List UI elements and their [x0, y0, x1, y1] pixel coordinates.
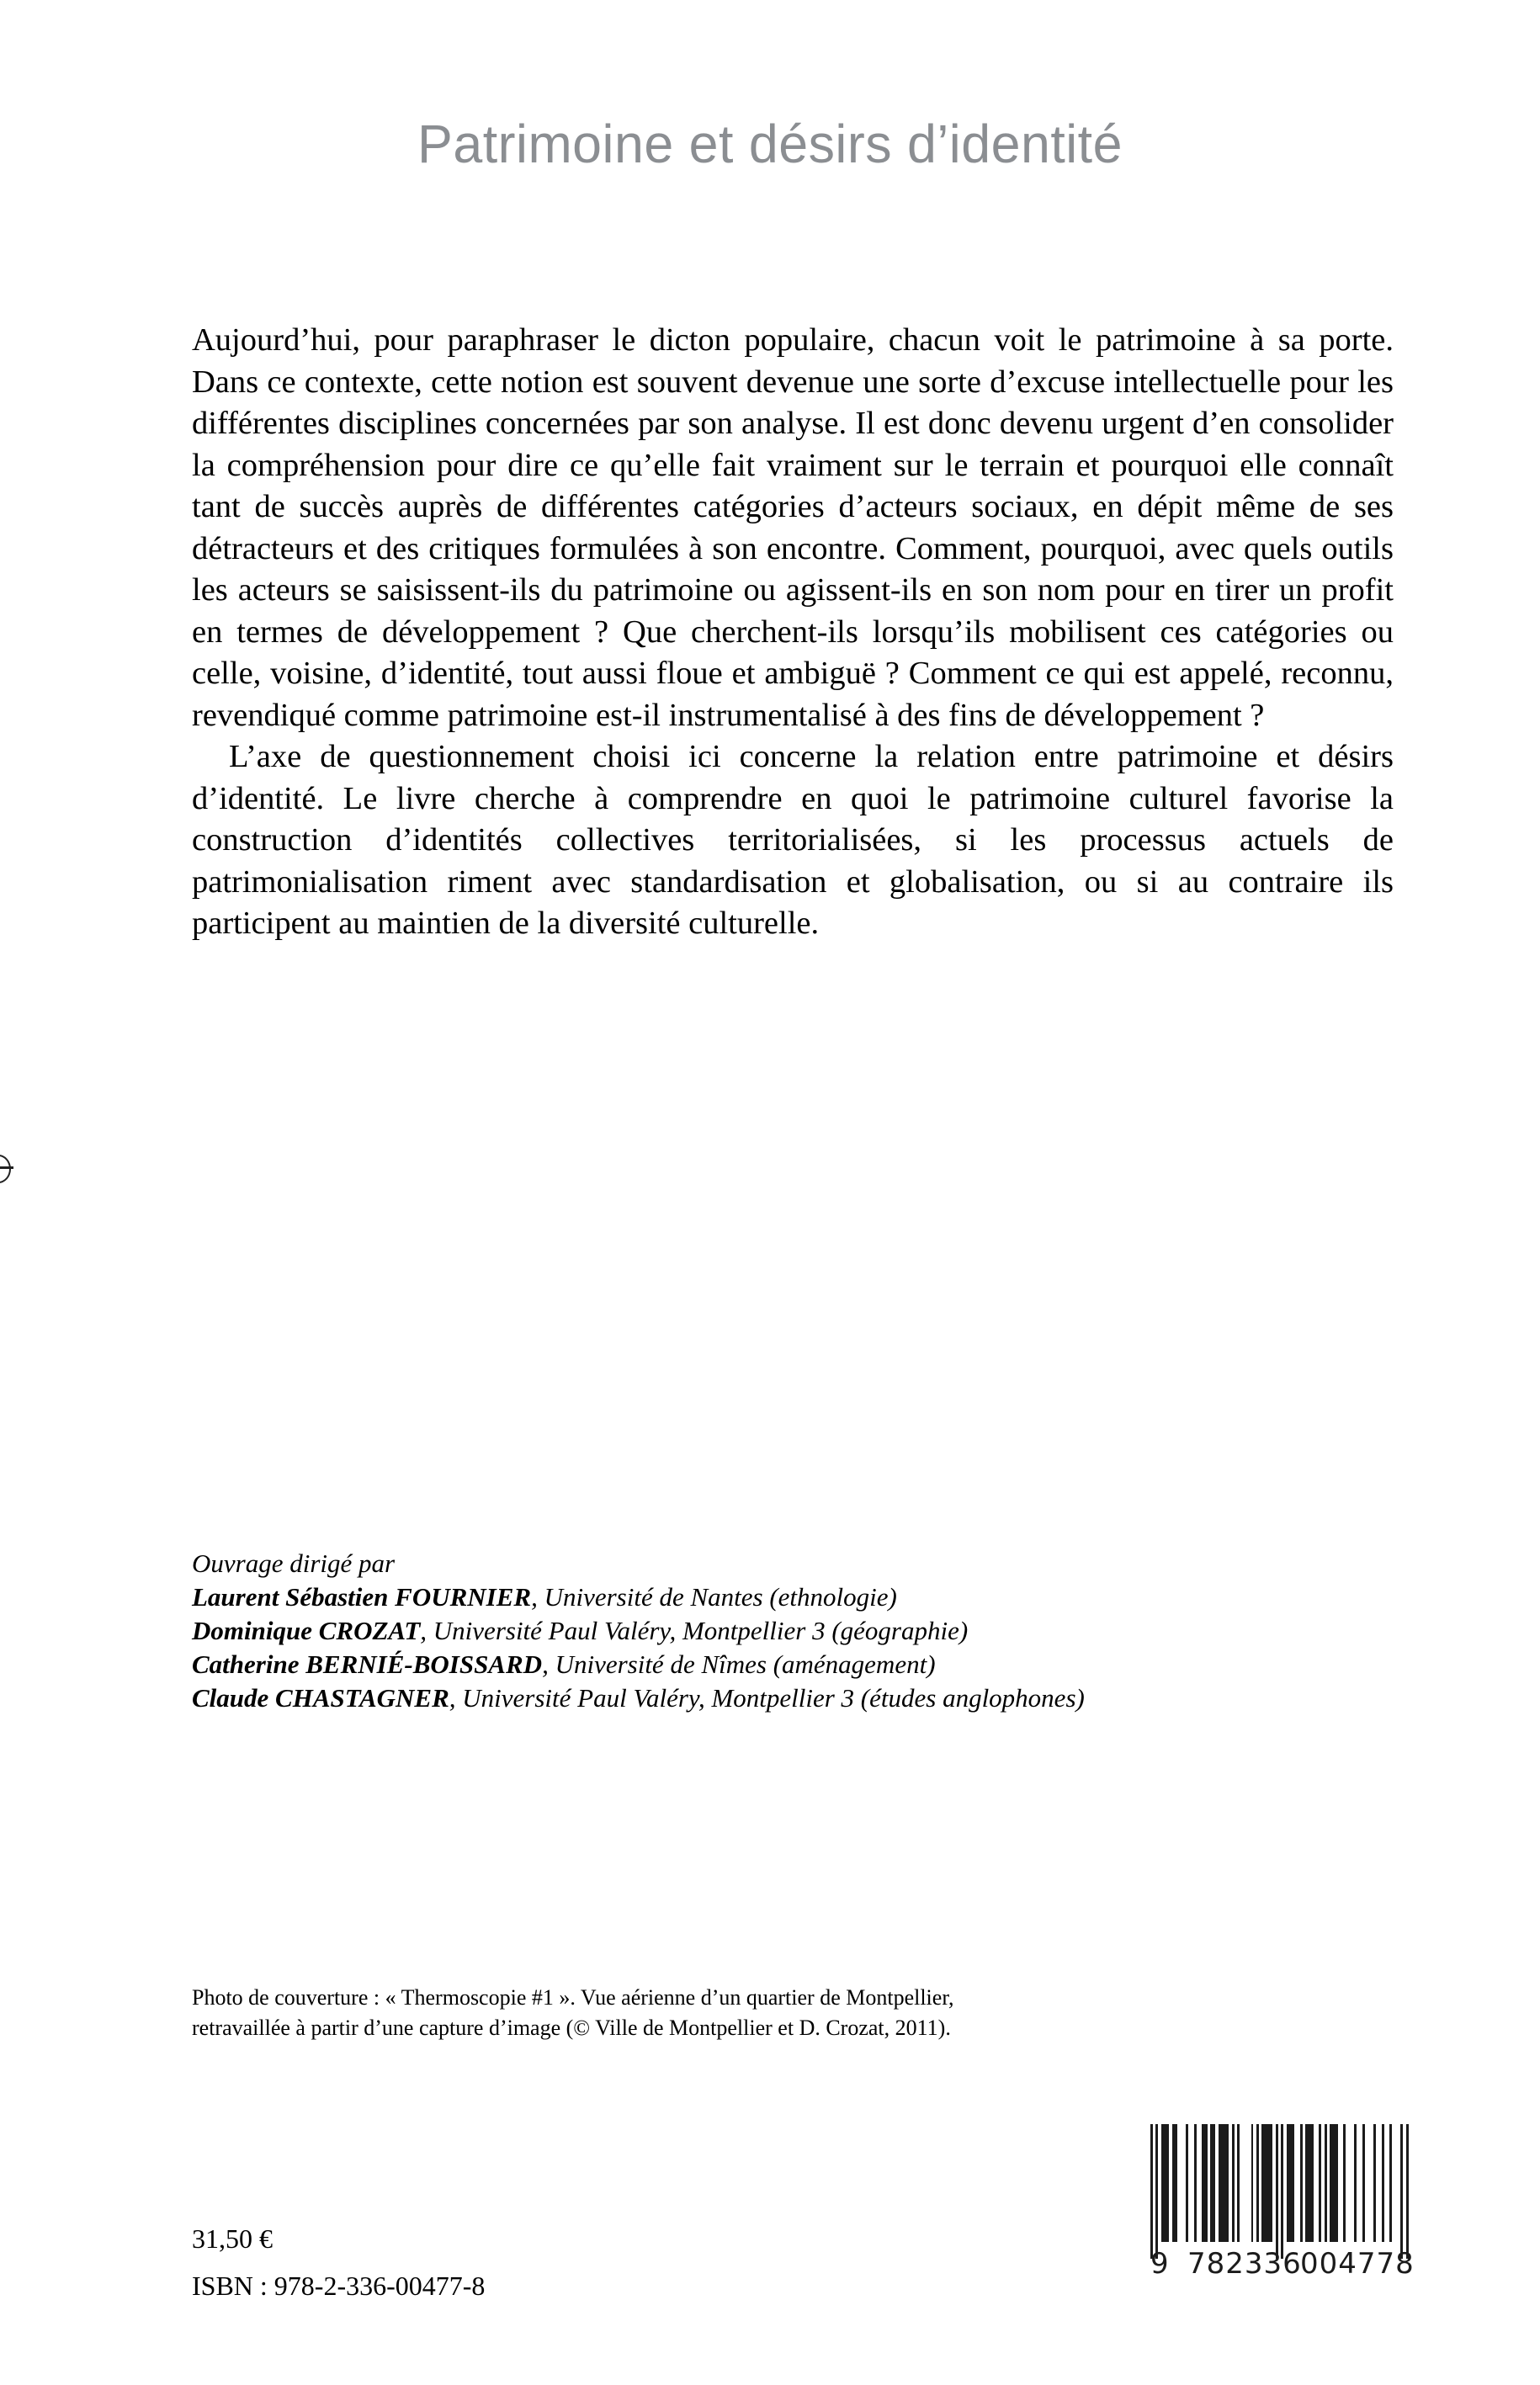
editors-lead-label: Ouvrage dirigé par [192, 1548, 396, 1578]
editor-name: Dominique CROZAT [192, 1616, 421, 1645]
barcode-lead-digit: 9 [1150, 2247, 1170, 2281]
price-label: 31,50 € [192, 2223, 273, 2254]
editor-affiliation: , Université de Nantes (ethnologie) [531, 1582, 897, 1612]
editor-entry [192, 1648, 1394, 1681]
editor-name: Laurent Sébastien FOURNIER [192, 1582, 532, 1612]
page-title: Patrimoine et désirs d’identité [417, 114, 1123, 174]
cover-photo-credit [192, 1983, 1286, 2043]
commerce-block [192, 2215, 485, 2309]
editor-affiliation: , Université de Nîmes (aménagement) [542, 1649, 936, 1679]
blurb-paragraph-1: Aujourd’hui, pour paraphraser le dicton populaire, chacun voit le patrimoine à sa porte. Dans ce contexte, cette notion est souvent devenue une sorte d’excuse intellectuelle pour les différentes disciplines concernées par son analyse. Il est donc devenu urgent d’en consolider la compréhension pour dire ce qu’elle fait vraiment sur le terrain et pourquoi elle connaît tant de succès auprès de différentes catégories d’acteurs sociaux, en dépit même de ses détracteurs et des critiques formulées à son encontre. Comment, pourquoi, avec quels outils les acteurs se saisissent-ils du patrimoine ou agissent-ils en son nom pour en tirer un profit en termes de développement ? Que cherchent-ils lorsqu’ils mobilisent ces catégories ou celle, voisine, d’identité, tout aussi floue et ambiguë ? Comment ce qui est appelé, reconnu, revendiqué comme patrimoine est-il instrumentalisé à des fins de développement ? [192, 322, 1394, 733]
editor-affiliation: , Université Paul Valéry, Montpellier 3 (études anglophones) [449, 1683, 1085, 1713]
back-cover-blurb [192, 320, 1394, 945]
editor-affiliation: , Université Paul Valéry, Montpellier 3 (géographie) [420, 1616, 969, 1645]
editor-entry [192, 1681, 1394, 1715]
barcode-right-group: 004778 [1300, 2247, 1415, 2281]
barcode-left-group: 782336 [1187, 2247, 1302, 2281]
editor-name: Catherine BERNIÉ-BOISSARD [192, 1649, 543, 1679]
editor-name: Claude CHASTAGNER [192, 1683, 449, 1713]
blurb-paragraph-2: L’axe de questionnement choisi ici concerne la relation entre patrimoine et désirs d’identité. Le livre cherche à comprendre en quoi le patrimoine culturel favorise la construction d’identités collectives territorialisées, si les processus actuels de patrimonialisation riment avec standardisation et globalisation, ou si au contraire ils participent au maintien de la diversité culturelle. [192, 739, 1394, 941]
cover-photo-credit-line-1: Photo de couverture : « Thermoscopie #1 ». Vue aérienne d’un quartier de Montpellier, [192, 1985, 954, 2010]
isbn-label: ISBN : 978-2-336-00477-8 [192, 2271, 486, 2301]
editor-entry [192, 1580, 1394, 1614]
cover-photo-credit-line-2: retravaillée à partir d’une capture d’image (© Ville de Montpellier et D. Crozat, 2011). [192, 2016, 951, 2040]
barcode-bars [1150, 2124, 1409, 2259]
editor-entry [192, 1614, 1394, 1648]
registration-mark-icon [0, 1155, 29, 1183]
editors-block [192, 1547, 1394, 1715]
ean13-barcode [1150, 2124, 1415, 2289]
barcode-digits [1150, 2247, 1415, 2286]
